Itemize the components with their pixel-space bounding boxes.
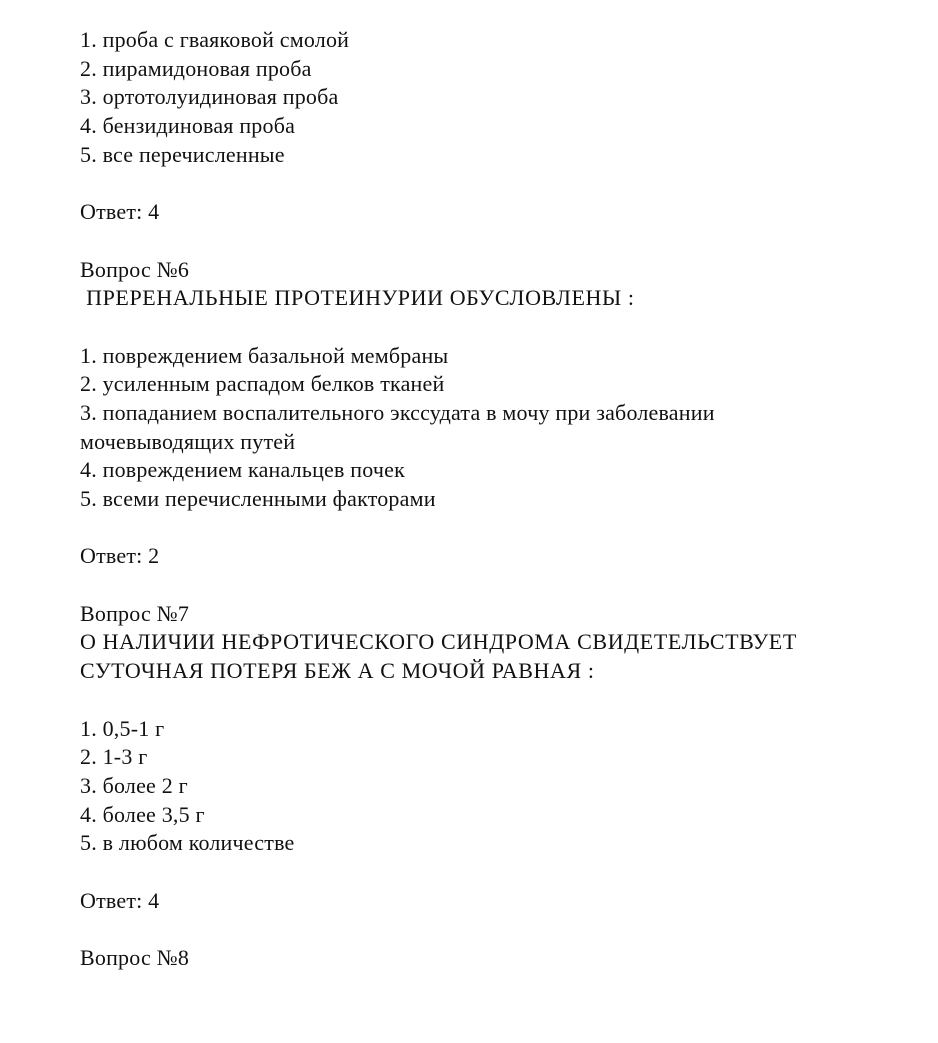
option-1: 1. повреждением базальной мембраны <box>80 342 449 368</box>
option-2: 2. пирамидоновая проба <box>80 55 312 81</box>
option-4: 4. бензидиновая проба <box>80 113 296 139</box>
answer-text: Ответ: 4 <box>80 199 160 225</box>
option-5: 5. все перечисленные <box>80 141 285 167</box>
option-3-continued: мочевыводящих путей <box>80 428 296 454</box>
option-1: 1. проба с гваяковой смолой <box>80 27 350 52</box>
question-text: ПРЕРЕНАЛЬНЫЕ ПРОТЕИНУРИИ ОБУСЛОВЛЕНЫ : <box>80 285 635 311</box>
option-3: 3. попаданием воспалительного экссудата в мочу при заболевании <box>80 399 715 425</box>
question-header: Вопрос №8 <box>80 945 190 970</box>
option-4: 4. повреждением канальцев почек <box>80 457 406 483</box>
document-page <box>80 26 880 973</box>
option-5: 5. в любом количестве <box>80 830 295 856</box>
question-5-block <box>80 26 880 256</box>
option-5: 5. всеми перечисленными факторами <box>80 486 436 511</box>
option-2: 2. усиленным распадом белков тканей <box>80 371 445 397</box>
option-2: 2. 1-3 г <box>80 744 148 770</box>
answer-text: Ответ: 2 <box>80 543 160 569</box>
option-3: 3. ортотолуидиновая проба <box>80 84 339 110</box>
answer-text: Ответ: 4 <box>80 887 160 913</box>
question-8-block <box>80 944 880 973</box>
option-4: 4. более 3,5 г <box>80 801 205 827</box>
question-text-line-1: О НАЛИЧИИ НЕФРОТИЧЕСКОГО СИНДРОМА СВИДЕТЕЛЬСТВУЕТ <box>80 629 797 655</box>
option-1: 1. 0,5-1 г <box>80 715 165 741</box>
option-3: 3. более 2 г <box>80 772 188 798</box>
question-6-block <box>80 256 880 600</box>
question-header: Вопрос №7 <box>80 600 190 626</box>
question-7-block <box>80 600 880 944</box>
question-text-line-2: СУТОЧНАЯ ПОТЕРЯ БЕЖ А С МОЧОЙ РАВНАЯ : <box>80 658 595 684</box>
question-header: Вопрос №6 <box>80 256 190 282</box>
